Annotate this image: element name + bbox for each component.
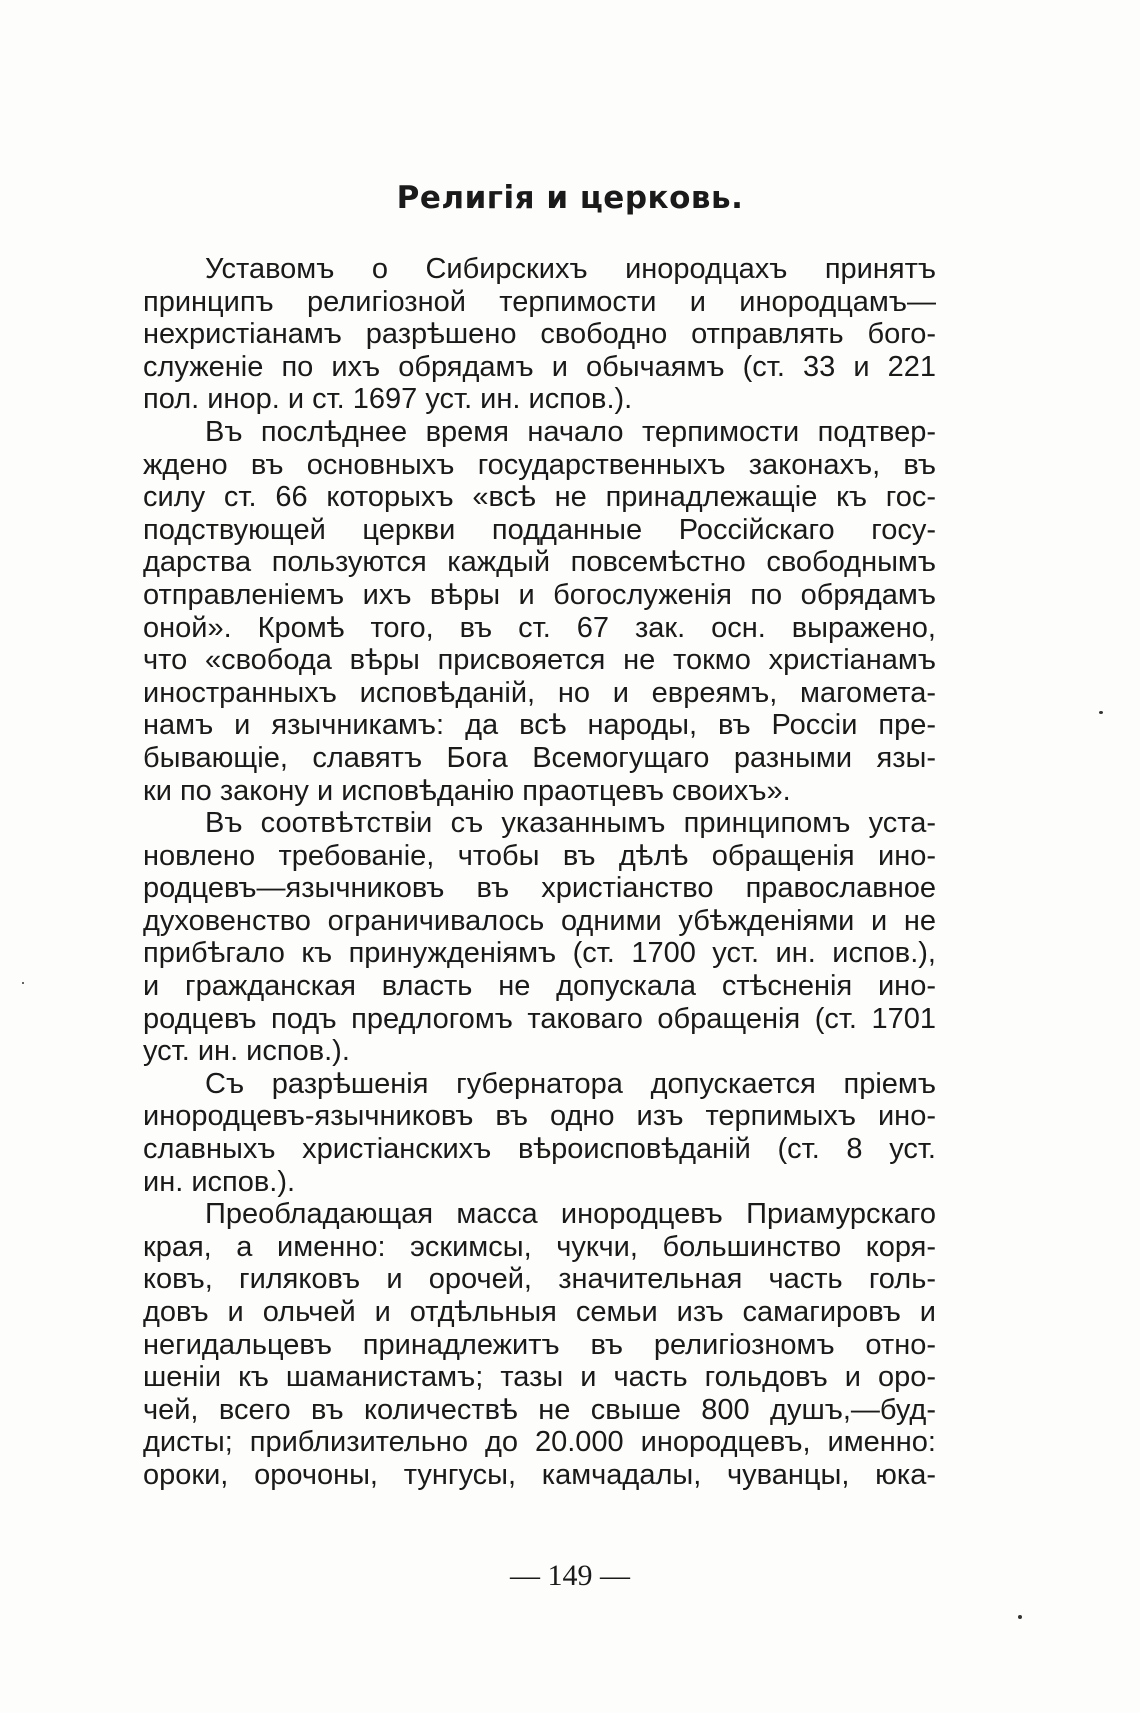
text-line: прибѣгало къ принужденіямъ (ст. 1700 уст. ин. испов.), <box>143 937 936 970</box>
text-line: дисты; приблизительно до 20.000 инородцевъ, именно: <box>143 1426 936 1459</box>
text-line: славныхъ христіанскихъ вѣроисповѣданій (ст. 8 уст. <box>143 1133 936 1166</box>
paragraph <box>143 807 936 1068</box>
paragraph <box>143 416 936 807</box>
text-line: шеніи къ шаманистамъ; тазы и часть гольдовъ и оро- <box>143 1361 936 1394</box>
text-line: Уставомъ о Сибирскихъ инородцахъ принятъ <box>205 253 936 285</box>
text-line: что «свобода вѣры присвояется не токмо христіанамъ <box>143 644 936 677</box>
text-line: ждено въ основныхъ государственныхъ законахъ, въ <box>143 448 936 481</box>
text-line: инородцевъ-язычниковъ въ одно изъ терпимыхъ ино- <box>143 1100 936 1133</box>
text-line: намъ и язычникамъ: да всѣ народы, въ Россіи пре- <box>143 709 936 742</box>
text-line: нехристіанамъ разрѣшено свободно отправлять бого- <box>143 318 936 351</box>
paragraph <box>143 1068 936 1198</box>
text-line: Въ соотвѣтствіи съ указаннымъ принципомъ уста- <box>205 807 936 840</box>
text-line: ин. испов.). <box>143 1165 296 1198</box>
scan-speck <box>1099 711 1103 714</box>
text-line: Съ разрѣшенія губернатора допускается пріемъ <box>205 1067 936 1100</box>
text-line: негидальцевъ принадлежитъ въ религіозномъ отно- <box>143 1328 936 1361</box>
text-line: служеніе по ихъ обрядамъ и обычаямъ (ст. 33 и 221 <box>143 350 936 383</box>
text-line: чей, всего въ количествѣ не свыше 800 душъ,—буд- <box>143 1393 936 1426</box>
text-line: и гражданская власть не допускала стѣсненія ино- <box>143 970 936 1003</box>
text-line: силу ст. 66 которыхъ «всѣ не принадлежащіе къ гос- <box>143 481 936 514</box>
text-line: Въ послѣднее время начало терпимости подтвер- <box>205 415 936 448</box>
text-line: края, а именно: эскимсы, чукчи, большинство коря- <box>143 1230 936 1263</box>
text-line: подствующей церкви подданные Россійскаго госу- <box>143 513 936 546</box>
text-line: ковъ, гиляковъ и орочей, значительная часть голь- <box>143 1263 936 1296</box>
text-line: оной». Кромѣ того, въ ст. 67 зак. осн. выражено, <box>143 611 936 644</box>
text-line: ки по закону и исповѣданію праотцевъ своихъ». <box>143 774 791 807</box>
text-line: уст. ин. испов.). <box>143 1035 350 1068</box>
paragraph <box>143 1198 936 1491</box>
body-text <box>143 253 936 1492</box>
page-title: Религія и церковь. <box>396 180 744 216</box>
text-line: довъ и ольчей и отдѣльныя семьи изъ самагировъ и <box>143 1296 936 1328</box>
text-line: отправленіемъ ихъ вѣры и богослуженія по обрядамъ <box>143 578 936 611</box>
text-line: духовенство ограничивалось одними убѣжденіями и не <box>143 904 936 937</box>
text-line: принципъ религіозной терпимости и инородцамъ— <box>143 285 936 318</box>
text-line: бывающіе, славятъ Бога Всемогущаго разными язы- <box>143 741 936 774</box>
scan-speck <box>1018 1615 1022 1619</box>
paragraph <box>143 253 936 416</box>
text-line: родцевъ—язычниковъ въ христіанство православное <box>143 872 936 905</box>
text-line: пол. инор. и ст. 1697 уст. ин. испов.). <box>143 383 633 416</box>
text-line: родцевъ подъ предлогомъ таковаго обращенія (ст. 1701 <box>143 1002 936 1035</box>
text-line: Преобладающая масса инородцевъ Приамурскаго <box>205 1198 936 1231</box>
text-line: дарства пользуются каждый повсемѣстно свободнымъ <box>143 546 936 579</box>
text-line: новлено требованіе, чтобы въ дѣлѣ обращенія ино- <box>143 839 936 872</box>
text-line: иностранныхъ исповѣданій, но и евреямъ, магомета- <box>143 676 936 709</box>
scan-speck <box>22 982 24 984</box>
page-number: — 149 — <box>510 1559 630 1592</box>
text-line: ороки, орочоны, тунгусы, камчадалы, чуванцы, юка- <box>143 1458 936 1491</box>
